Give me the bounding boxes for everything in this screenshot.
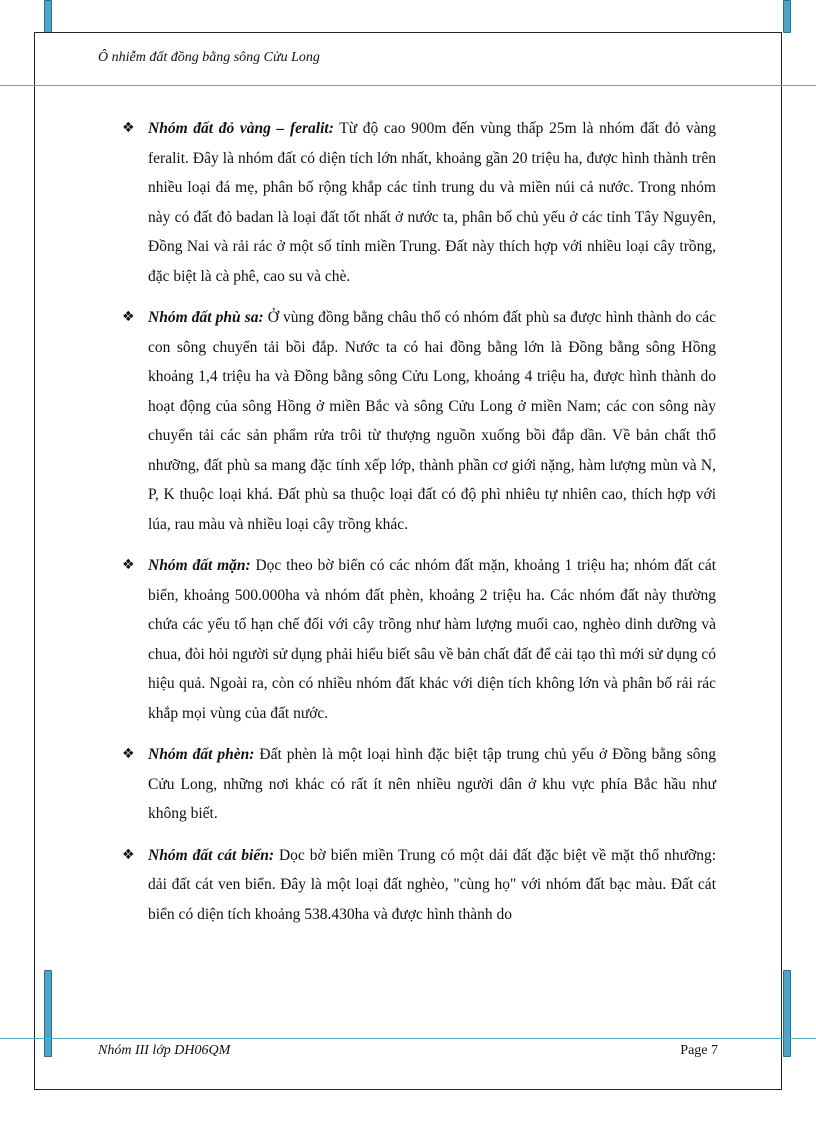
diamond-bullet-icon: ❖ [122,120,135,136]
bullet-term: Nhóm đất phèn: [148,746,255,763]
header-divider [0,85,816,86]
diamond-bullet-icon: ❖ [122,557,135,573]
bullet-item [122,841,716,930]
top-right-tab-decoration [783,0,791,33]
footer-left-text: Nhóm III lớp DH06QM [98,1043,231,1058]
document-content [122,114,716,941]
header-title: Ô nhiễm đất đồng bằng sông Cửu Long [98,50,320,65]
bullet-item [122,740,716,829]
bullet-body: Dọc bờ biển miền Trung có một dải đất đặc biệt về mặt thổ nhưỡng: dải đất cát ven biển. Đây là một loại đất nghèo, "cùng họ" với nhóm đất bạc màu. Đất cát biển có diện tích khoảng 538.430ha và được hình thành do [148,846,717,923]
bullet-body: Đất phèn là một loại hình đặc biệt tập trung chủ yếu ở Đồng bằng sông Cửu Long, những nơi khác có rất ít nên nhiều người dân ở khu vực phía Bắc hầu như không biết. [148,746,716,822]
bullet-body: Dọc theo bờ biển có các nhóm đất mặn, khoảng 1 triệu ha; nhóm đất cát biển, khoảng 500.000ha và nhóm đất phèn, khoảng 2 triệu ha. Các nhóm đất này thường chứa các yếu tố hạn chế đối với cây trồng như hàm lượng muối cao, nghèo dinh dưỡng và chua, đòi hỏi người sử dụng phải hiểu biết sâu về bản chất đất để cải tạo thì mới sử dụng có hiệu quả. Ngoài ra, còn có nhiều nhóm đất khác với diện tích không lớn và phân bố rải rác khắp mọi vùng của đất nước. [148,557,717,722]
bullet-text [148,551,716,728]
bullet-text [148,841,716,930]
footer-divider [0,1038,816,1039]
bullet-term: Nhóm đất phù sa: [148,309,264,326]
bullet-text [148,303,716,539]
bottom-right-tab-decoration [783,970,791,1057]
bullet-text [148,740,716,829]
bullet-term: Nhóm đất cát biển: [148,846,274,864]
page-number: Page 7 [680,1043,718,1058]
diamond-bullet-icon: ❖ [122,846,135,863]
bullet-text [148,114,716,291]
bullet-term: Nhóm đất mặn: [148,557,251,574]
top-left-tab-decoration [44,0,52,33]
bullet-body: Từ độ cao 900m đến vùng thấp 25m là nhóm đất đỏ vàng feralit. Đây là nhóm đất có diện tích lớn nhất, khoảng gần 20 triệu ha, được hình thành trên nhiều loại đá mẹ, phân bố rộng khắp các tỉnh trung du và miền núi cả nước. Trong nhóm này có đất đỏ badan là loại đất tốt nhất ở nước ta, phân bố chủ yếu ở các tỉnh Tây Nguyên, Đồng Nai và rải rác ở một số tỉnh miền Trung. Đất này thích hợp với nhiều loại cây trồng, đặc biệt là cà phê, cao su và chè. [148,120,716,285]
bullet-item [122,114,716,291]
bullet-body: Ở vùng đồng bằng châu thổ có nhóm đất phù sa được hình thành do các con sông chuyển tải bồi đắp. Nước ta có hai đồng bằng lớn là Đồng bằng sông Hồng khoảng 1,4 triệu ha và Đồng bằng sông Cửu Long, khoảng 4 triệu ha, được hình thành do hoạt động của sông Hồng ở miền Bắc và sông Cửu Long ở miền Nam; các con sông này chuyển tải các sản phẩm rửa trôi từ thượng nguồn xuống bồi đắp dần. Về bản chất thổ nhưỡng, đất phù sa mang đặc tính xếp lớp, thành phần cơ giới nặng, hàm lượng mùn và N, P, K thuộc loại khá. Đất phù sa thuộc loại đất có độ phì nhiêu tự nhiên cao, thích hợp với lúa, rau màu và nhiều loại cây trồng khác. [148,309,717,533]
diamond-bullet-icon: ❖ [122,746,135,762]
bullet-item [122,551,716,728]
diamond-bullet-icon: ❖ [122,309,135,325]
bullet-item [122,303,716,539]
bullet-term: Nhóm đất đỏ vàng – feralit: [148,120,334,137]
